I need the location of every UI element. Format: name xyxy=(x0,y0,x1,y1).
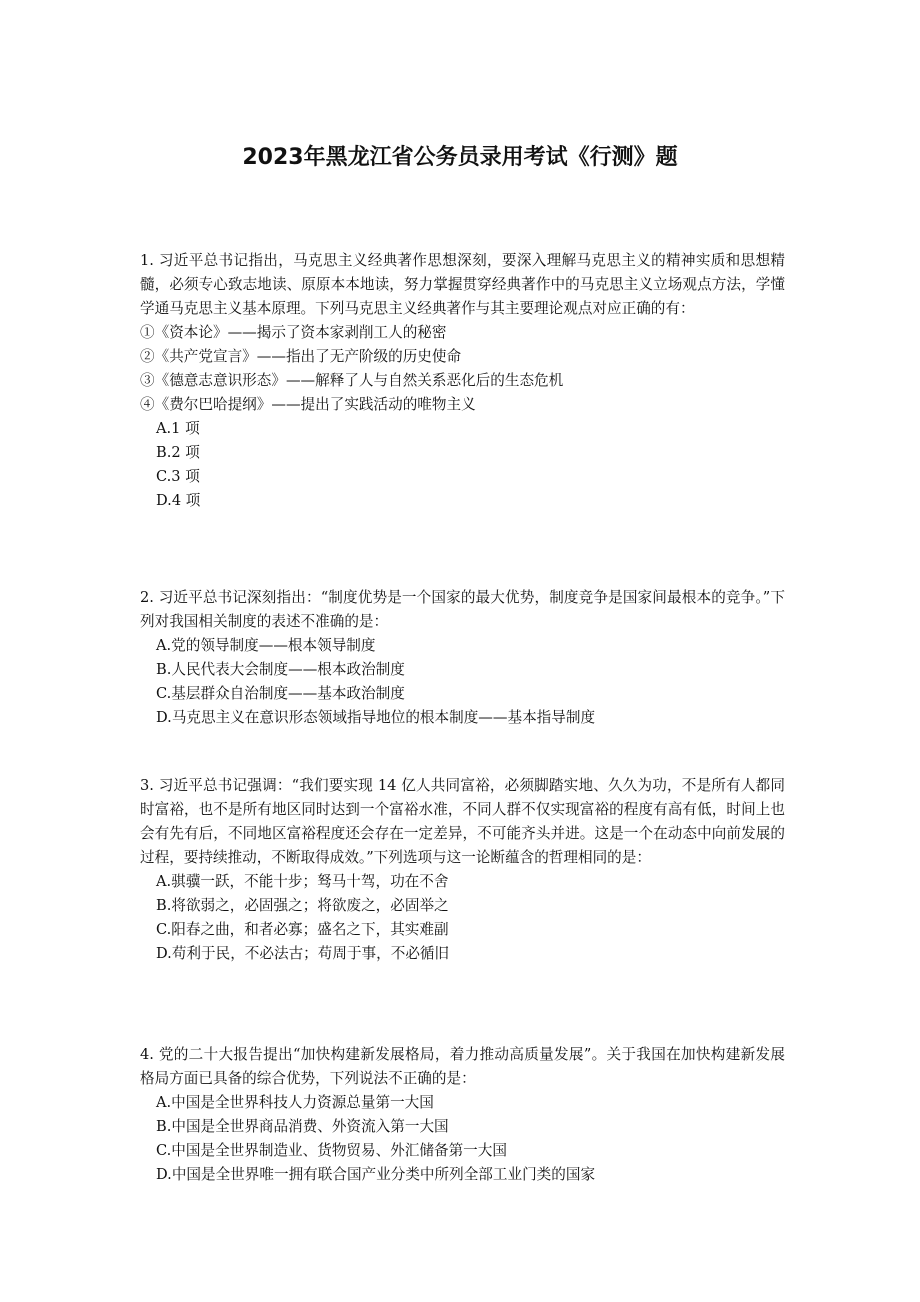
option-c: C.阳春之曲，和者必寡；盛名之下，其实难副 xyxy=(156,921,449,938)
option-d: D.苟利于民，不必法古；苟周于事，不必循旧 xyxy=(156,945,450,962)
option-b: B.2 项 xyxy=(156,444,200,461)
statement-item: ④《费尔巴哈提纲》——提出了实践活动的唯物主义 xyxy=(140,396,476,413)
option-b: B.中国是全世界商品消费、外资流入第一大国 xyxy=(156,1118,449,1135)
option-c: C.中国是全世界制造业、货物贸易、外汇储备第一大国 xyxy=(156,1142,507,1159)
option-a: A.党的领导制度——根本领导制度 xyxy=(156,637,376,654)
option-d: D.4 项 xyxy=(156,492,201,509)
option-d: D.马克思主义在意识形态领域指导地位的根本制度——基本指导制度 xyxy=(156,709,596,726)
option-c: C.3 项 xyxy=(156,468,200,485)
option-a: A.1 项 xyxy=(156,420,200,437)
option-c: C.基层群众自治制度——基本政治制度 xyxy=(156,685,405,702)
question-3 xyxy=(140,774,785,966)
statement-item: ①《资本论》——揭示了资本家剥削工人的秘密 xyxy=(140,324,447,341)
option-b: B.将欲弱之，必固强之；将欲废之，必固举之 xyxy=(156,897,449,914)
option-a: A.中国是全世界科技人力资源总量第一大国 xyxy=(156,1094,434,1111)
question-4 xyxy=(140,1043,785,1187)
option-b: B.人民代表大会制度——根本政治制度 xyxy=(156,661,405,678)
statement-item: ②《共产党宣言》——指出了无产阶级的历史使命 xyxy=(140,348,462,365)
question-stem: 2. 习近平总书记深刻指出：“制度优势是一个国家的最大优势，制度竞争是国家间最根本的竞争。”下列对我国相关制度的表述不准确的是： xyxy=(140,589,785,630)
page-title: 2023年黑龙江省公务员录用考试《行测》题 xyxy=(242,145,678,170)
question-stem: 3. 习近平总书记强调：“我们要实现 14 亿人共同富裕，必须脚踏实地、久久为功，不是所有人都同时富裕，也不是所有地区同时达到一个富裕水准，不同人群不仅实现富裕的程度有高有低，时间上也会有先有后，不同地区富裕程度还会存在一定差异，不可能齐头并进。这是一个在动态中向前发展的过程，要持续推动，不断取得成效。”下列选项与这一论断蕴含的哲理相同的是： xyxy=(140,777,785,866)
statement-item: ③《德意志意识形态》——解释了人与自然关系恶化后的生态危机 xyxy=(140,372,564,389)
question-stem: 4. 党的二十大报告提出“加快构建新发展格局，着力推动高质量发展”。关于我国在加快构建新发展格局方面已具备的综合优势，下列说法不正确的是： xyxy=(140,1046,785,1087)
option-d: D.中国是全世界唯一拥有联合国产业分类中所列全部工业门类的国家 xyxy=(156,1166,596,1183)
option-a: A.骐骥一跃，不能十步；驽马十驾，功在不舍 xyxy=(156,873,449,890)
question-1 xyxy=(140,249,785,513)
question-stem: 1. 习近平总书记指出，马克思主义经典著作思想深刻，要深入理解马克思主义的精神实质和思想精髓，必须专心致志地读、原原本本地读，努力掌握贯穿经典著作中的马克思主义立场观点方法，学懂学通马克思主义基本原理。下列马克思主义经典著作与其主要理论观点对应正确的有： xyxy=(140,252,785,317)
question-2 xyxy=(140,586,785,730)
